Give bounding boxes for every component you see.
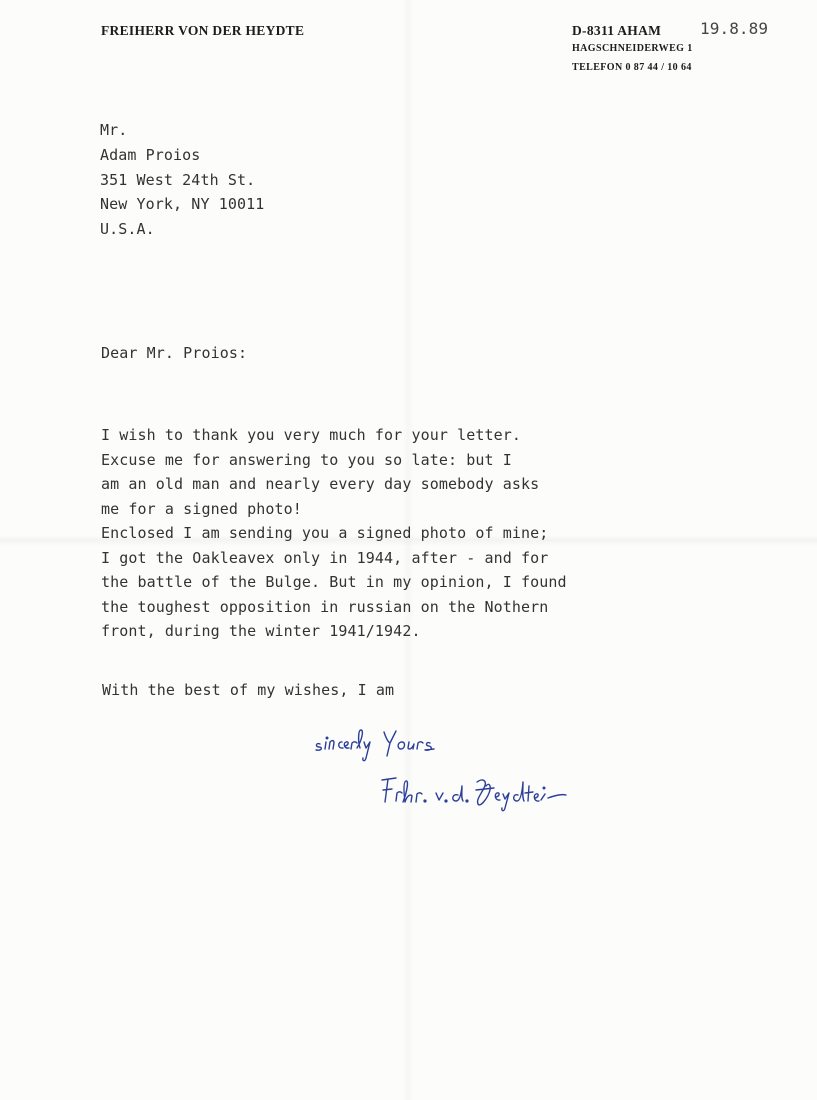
letterhead-sender-name: FREIHERR VON DER HEYDTE (101, 23, 305, 38)
address-line: Mr. (100, 121, 128, 139)
body-line: I wish to thank you very much for your letter. (101, 426, 522, 444)
letter-date: 19.8.89 (700, 19, 769, 38)
body-line: I got the Oakleavex only in 1944, after - and for (101, 549, 549, 567)
address-line: Adam Proios (100, 146, 201, 164)
body-line: am an old man and nearly every day somebody asks (101, 475, 540, 493)
body-line: Excuse me for answering to you so late: but I (101, 451, 512, 469)
address-line: New York, NY 10011 (100, 195, 265, 213)
body-line: the battle of the Bulge. But in my opinion, I found (101, 573, 567, 591)
body-line: front, during the winter 1941/1942. (101, 622, 421, 640)
body-line: the toughest opposition in russian on the Nothern (101, 598, 549, 616)
body-line: me for a signed photo! (101, 500, 302, 518)
letterhead-street: HAGSCHNEIDERWEG 1 (572, 43, 693, 54)
handwritten-close (312, 722, 472, 768)
letterhead-phone: TELEFON 0 87 44 / 10 64 (572, 62, 692, 73)
handwritten-signature (378, 768, 578, 816)
letterhead-city: D-8311 AHAM (572, 23, 662, 38)
closing-line: With the best of my wishes, I am (102, 681, 395, 699)
salutation: Dear Mr. Proios: (101, 344, 248, 362)
address-line: U.S.A. (100, 220, 155, 238)
address-line: 351 West 24th St. (100, 171, 256, 189)
body-line: Enclosed I am sending you a signed photo of mine; (101, 524, 549, 542)
